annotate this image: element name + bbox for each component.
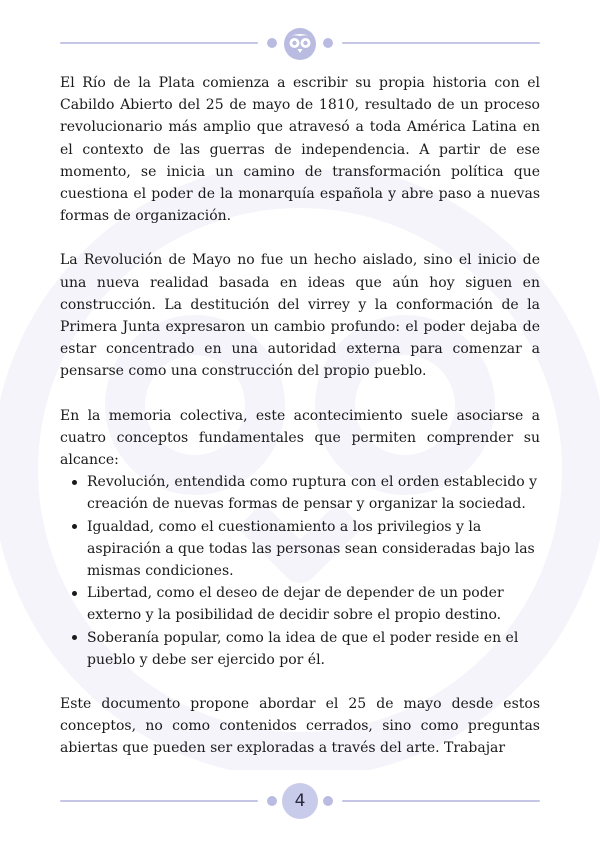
list-item: Igualdad, como el cuestionamiento a los privilegios y la aspiración a que todas las personas sean consideradas bajo las mismas condiciones. (87, 516, 540, 583)
paragraph-concepts-intro: En la memoria colectiva, este acontecimiento suele asociarse a cuatro conceptos fundamentales que permiten comprender su alcance: (60, 407, 540, 469)
header-line-left (60, 42, 258, 44)
paragraph-closing: Este documento propone abordar el 25 de mayo desde estos conceptos, no como contenidos cerrados, sino como preguntas abiertas que pueden ser exploradas a través del arte. Trabajar (60, 696, 540, 757)
footer-line-left (60, 800, 258, 802)
footer-dot-right (323, 796, 333, 806)
paragraph-intro-history: El Río de la Plata comienza a escribir su propia historia con el Cabildo Abierto del 25 de mayo de 1810, resultado de un proceso revolucionario más amplio que atravesó a toda América Latina en el contexto de las guerras de independencia. A partir de ese momento, se inicia un camino de transformación política que cuestiona el poder de la monarquía española y abre paso a nuevas formas de organización. (60, 75, 540, 225)
owl-icon (283, 27, 317, 61)
concepts-list (60, 471, 540, 671)
page-body (60, 72, 540, 782)
list-item: Revolución, entendida como ruptura con el orden establecido y creación de nuevas formas de pensar y organizar la sociedad. (87, 471, 540, 515)
list-item: Libertad, como el deseo de dejar de depender de un poder externo y la posibilidad de decidir sobre el propio destino. (87, 582, 540, 626)
paragraph-revolucion-mayo: La Revolución de Mayo no fue un hecho aislado, sino el inicio de una nueva realidad basada en ideas que aún hoy siguen en construcción. La destitución del virrey y la conformación de la Primera Junta expresaron un cambio profundo: el poder dejaba de estar concentrado en una autoridad externa para comenzar a pensarse como una construcción del propio pueblo. (60, 252, 540, 380)
header-line-right (342, 42, 540, 44)
footer-dot-left (267, 796, 277, 806)
header-dot-right (323, 38, 333, 48)
footer-line-right (342, 800, 540, 802)
header-dot-left (267, 38, 277, 48)
list-item: Soberanía popular, como la idea de que el poder reside en el pueblo y debe ser ejercido por él. (87, 627, 540, 671)
page-number-badge: 4 (282, 783, 318, 819)
